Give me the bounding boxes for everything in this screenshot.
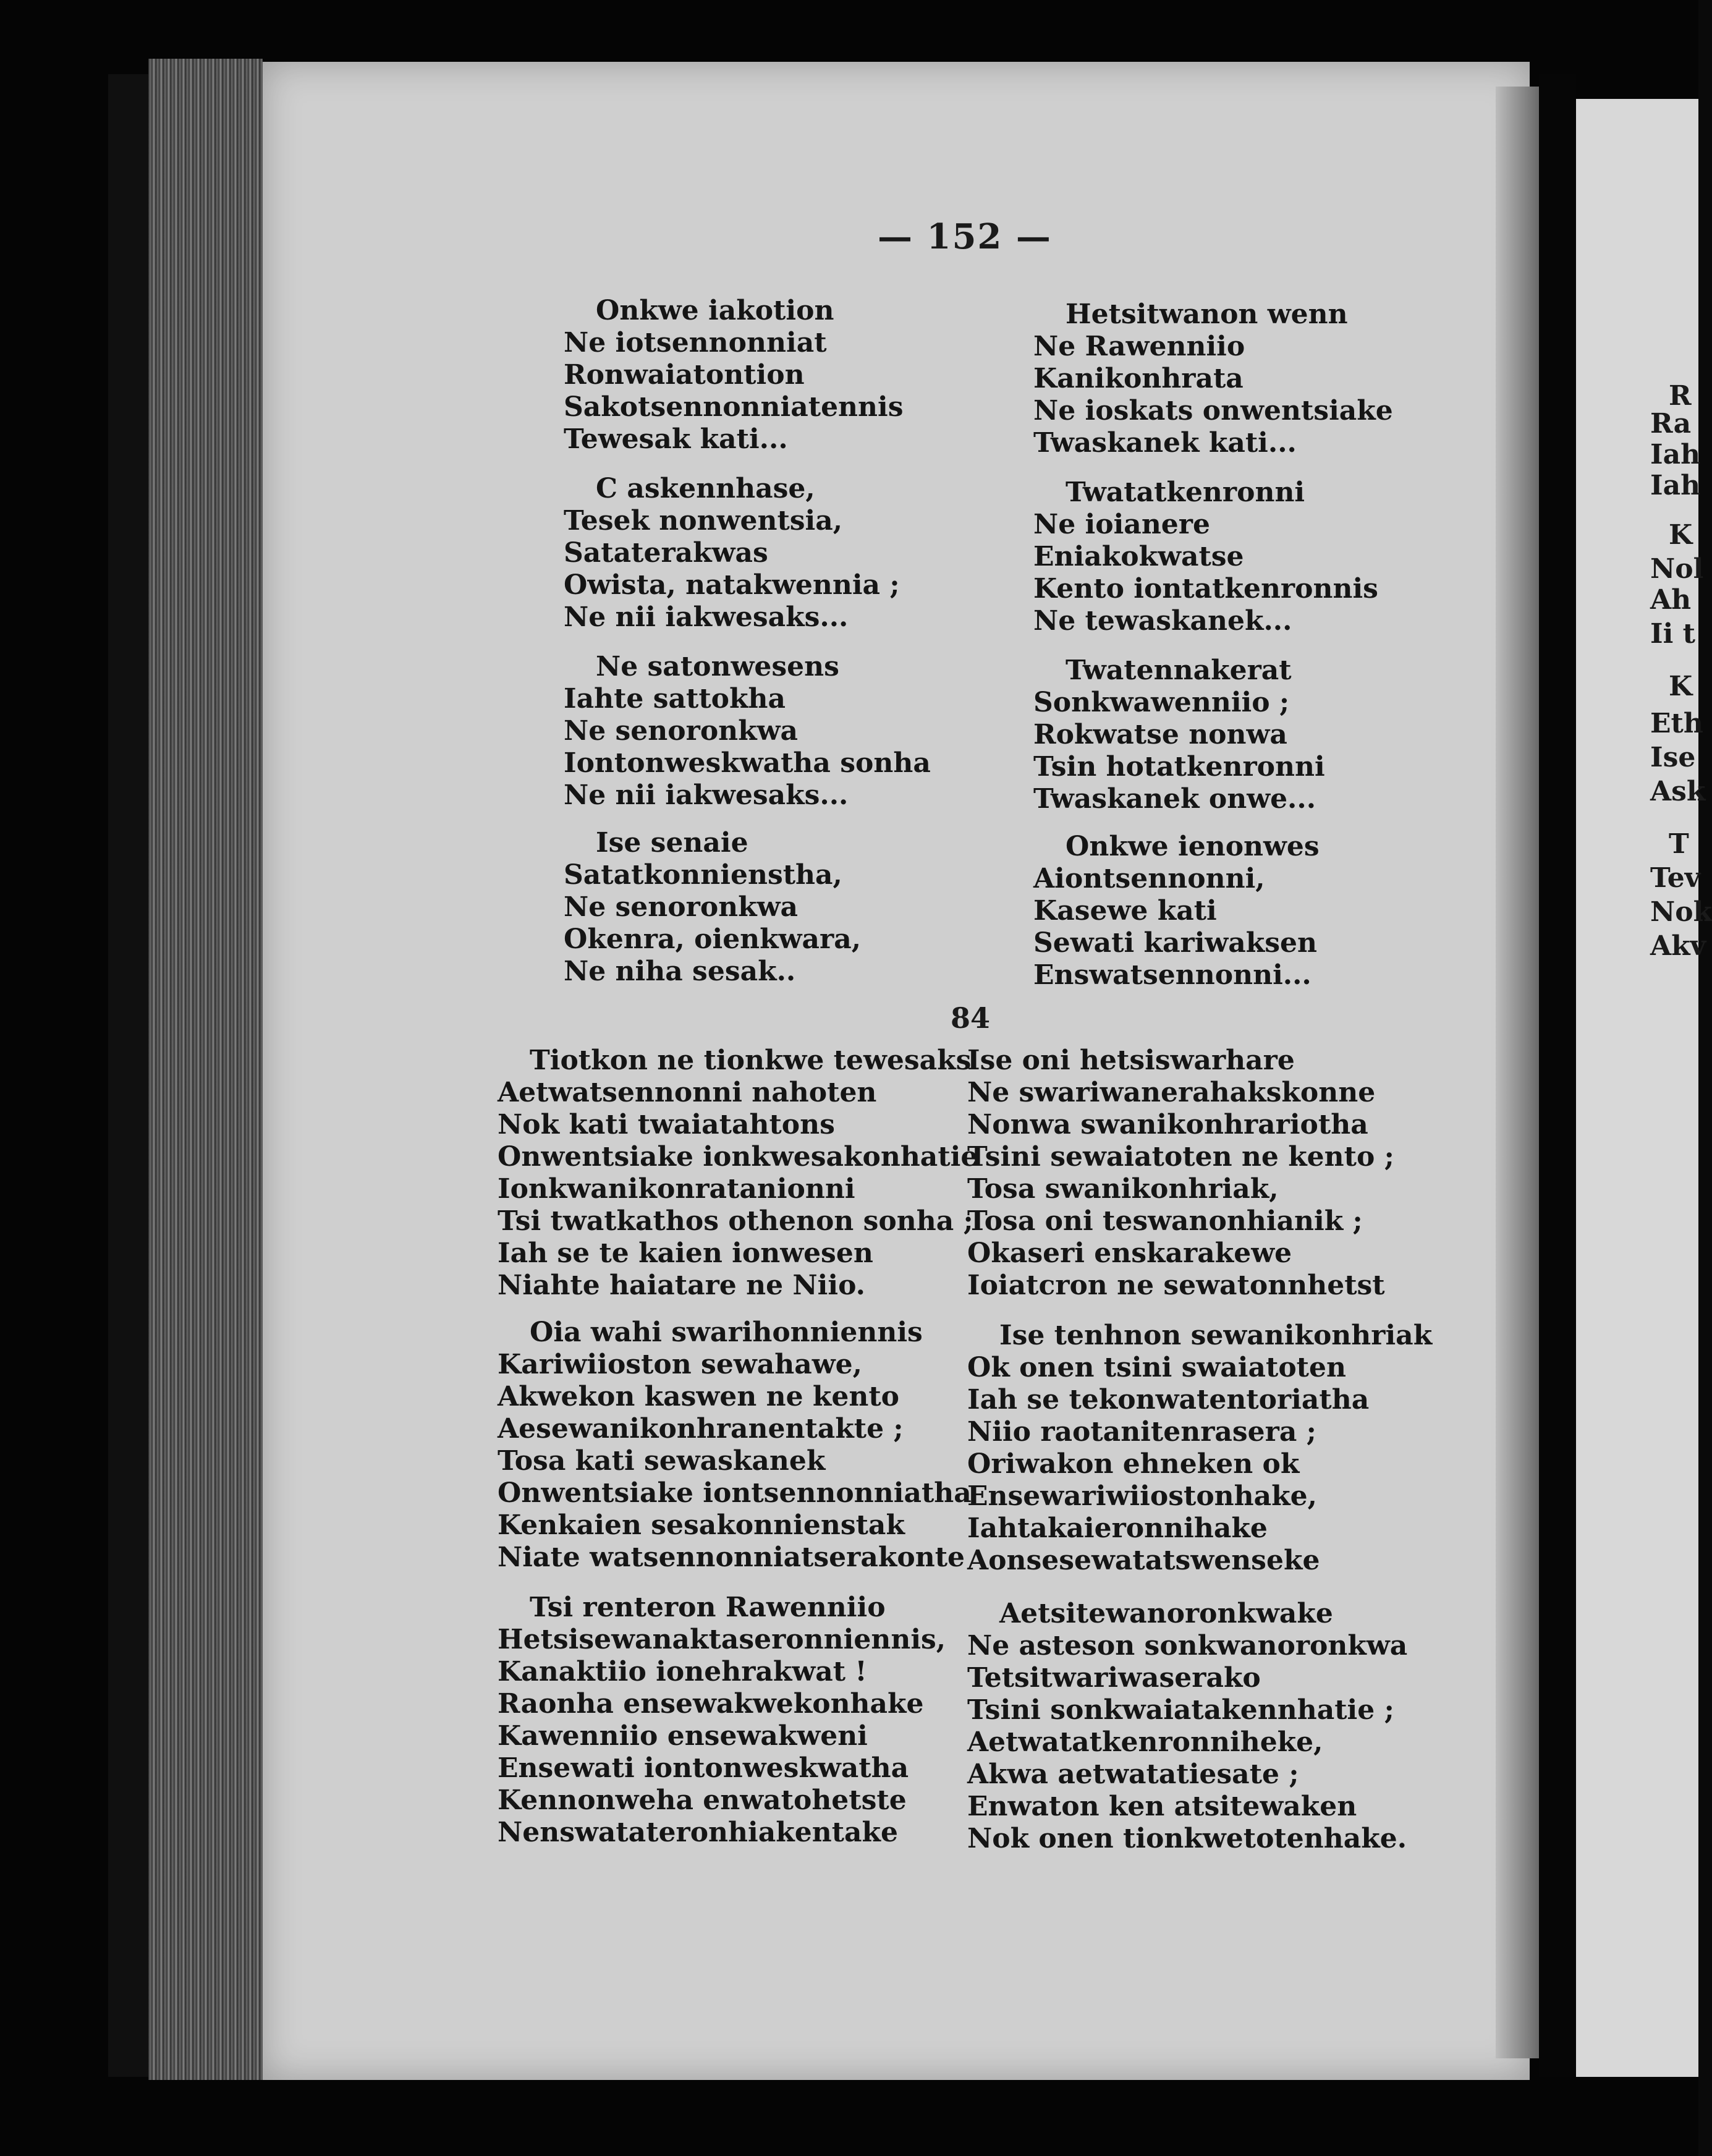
verse-line: Ne Rawenniio: [1033, 331, 1245, 362]
stanza: [498, 1592, 946, 1849]
stanza: [1033, 655, 1325, 815]
verse-line: Kawenniio ensewakweni: [498, 1720, 868, 1752]
verse-line: Onkwe iakotion: [596, 295, 834, 326]
book-gutter: [1539, 74, 1576, 2077]
verse-line: Ronwaiatontion: [564, 359, 805, 391]
verse-line: Tsini sonkwaiatakennhatie ;: [967, 1694, 1394, 1726]
next-page-line: Iah: [1650, 470, 1701, 501]
verse-line: Ok onen tsini swaiatoten: [967, 1352, 1346, 1383]
verse-line: Ne senoronkwa: [564, 715, 799, 747]
verse-line: Enswatsennonni...: [1033, 959, 1312, 991]
next-page-line: Ah: [1650, 584, 1692, 616]
verse-line: Nonwa swanikonhrariotha: [967, 1109, 1368, 1140]
verse-line: Iahte sattokha: [564, 683, 786, 715]
verse-line: Twatennakerat: [1066, 655, 1292, 686]
verse-line: Eniakokwatse: [1033, 541, 1244, 572]
next-page-line: Ra: [1650, 408, 1692, 439]
verse-line: Nok kati twaiatahtons: [498, 1109, 835, 1140]
verse-line: Aiontsennonni,: [1033, 863, 1265, 894]
verse-line: Onwentsiake iontsennonniatha: [498, 1477, 972, 1509]
verse-line: Okaseri enskarakewe: [967, 1237, 1292, 1269]
verse-line: Sakotsennonniatennis: [564, 391, 904, 423]
verse-line: Hetsitwanon wenn: [1066, 299, 1348, 330]
verse-line: Tesek nonwentsia,: [564, 505, 843, 537]
verse-line: Ise oni hetsiswarhare: [967, 1045, 1295, 1076]
verse-line: Ne ioianere: [1033, 509, 1210, 540]
verse-line: Niio raotanitenrasera ;: [967, 1416, 1316, 1448]
next-page-line: K: [1669, 519, 1693, 551]
next-page-line: Nok: [1650, 896, 1712, 928]
verse-line: Kento iontatkenronnis: [1033, 573, 1378, 605]
next-page-line: Ii t: [1650, 618, 1695, 650]
verse-line: Ne niha sesak..: [564, 956, 796, 987]
verse-line: Tosa oni teswanonhianik ;: [967, 1205, 1363, 1237]
verse-line: Onkwe ienonwes: [1066, 831, 1320, 862]
verse-line: Aetwatsennonni nahoten: [498, 1077, 877, 1108]
hymn-number: 84: [951, 1001, 991, 1035]
verse-line: Ioiatcron ne sewatonnhetst: [967, 1270, 1385, 1301]
verse-line: Satatkonnienstha,: [564, 859, 842, 891]
verse-line: Tsin hotatkenronni: [1033, 751, 1325, 783]
stanza: [967, 1598, 1407, 1855]
verse-line: Raonha ensewakwekonhake: [498, 1688, 924, 1720]
verse-line: Niate watsennonniatserakonte: [498, 1542, 965, 1573]
stanza: [564, 473, 900, 634]
verse-line: Twaskanek kati...: [1033, 427, 1297, 459]
verse-line: Twatatkenronni: [1066, 477, 1305, 508]
verse-line: Tosa kati sewaskanek: [498, 1445, 826, 1477]
next-page-line: Iah: [1650, 439, 1701, 470]
verse-line: Ensewariwiiostonhake,: [967, 1480, 1317, 1512]
verse-line: Ne iotsennonniat: [564, 327, 827, 359]
verse-line: Onwentsiake ionkwesakonhatie: [498, 1141, 978, 1173]
verse-line: Kariwiioston sewahawe,: [498, 1349, 862, 1380]
verse-line: Tsi renteron Rawenniio: [530, 1592, 886, 1623]
verse-line: Iah se tekonwatentoriatha: [967, 1384, 1370, 1415]
next-page-line: R: [1669, 380, 1692, 412]
verse-line: Aonsesewatatswenseke: [967, 1545, 1320, 1576]
stanza: [564, 827, 861, 988]
verse-line: Ne swariwanerahakskonne: [967, 1077, 1376, 1108]
verse-line: Kasewe kati: [1033, 895, 1217, 927]
next-page-line: Eth: [1650, 708, 1703, 739]
stanza: [564, 651, 931, 812]
book-binding-shadow: [108, 74, 151, 2077]
verse-line: Aesewanikonhranentakte ;: [498, 1413, 904, 1445]
page-stack-edge: [148, 59, 263, 2080]
verse-line: Kanikonhrata: [1033, 363, 1244, 394]
verse-line: Ise senaie: [596, 827, 748, 859]
verse-line: Hetsisewanaktaseronniennis,: [498, 1624, 946, 1655]
verse-line: Owista, natakwennia ;: [564, 569, 900, 601]
verse-line: Kenkaien sesakonnienstak: [498, 1509, 905, 1541]
verse-line: Nok onen tionkwetotenhake.: [967, 1823, 1407, 1854]
stanza: [564, 295, 904, 456]
verse-line: Iahtakaieronnihake: [967, 1513, 1268, 1544]
stanza: [498, 1317, 972, 1574]
verse-line: Akwa aetwatatiesate ;: [967, 1759, 1299, 1790]
verse-line: Tsi twatkathos othenon sonha ;: [498, 1205, 973, 1237]
next-page-line: Nol: [1650, 553, 1704, 585]
verse-line: Tewesak kati...: [564, 423, 788, 455]
verse-line: Tosa swanikonhriak,: [967, 1173, 1279, 1205]
verse-line: Twaskanek onwe...: [1033, 783, 1316, 815]
next-page-line: T: [1669, 828, 1689, 860]
verse-line: Ne nii iakwesaks...: [564, 601, 849, 633]
verse-line: Aetsitewanoronkwake: [999, 1598, 1333, 1629]
stanza: [1033, 477, 1378, 637]
verse-line: Oia wahi swarihonniennis: [530, 1317, 923, 1348]
verse-line: Ne ioskats onwentsiake: [1033, 395, 1393, 427]
verse-line: Niahte haiatare ne Niio.: [498, 1270, 865, 1301]
verse-line: Ne tewaskanek...: [1033, 605, 1292, 637]
verse-line: Akwekon kaswen ne kento: [498, 1381, 900, 1412]
verse-line: Kanaktiio ionehrakwat !: [498, 1656, 867, 1687]
verse-line: C askennhase,: [596, 473, 815, 504]
stanza: [1033, 299, 1393, 459]
verse-line: Okenra, oienkwara,: [564, 923, 862, 955]
stanza: [1033, 831, 1320, 991]
verse-line: Oriwakon ehneken ok: [967, 1448, 1300, 1480]
next-page-line: K: [1669, 671, 1693, 702]
verse-line: Ne nii iakwesaks...: [564, 779, 849, 811]
verse-line: Ensewati iontonweskwatha: [498, 1752, 909, 1784]
verse-line: Tsini sewaiatoten ne kento ;: [967, 1141, 1394, 1173]
verse-line: Ise tenhnon sewanikonhriak: [999, 1320, 1433, 1351]
verse-line: Sataterakwas: [564, 537, 768, 569]
verse-line: Tiotkon ne tionkwe tewesaks: [530, 1045, 972, 1076]
verse-line: Rokwatse nonwa: [1033, 719, 1287, 750]
next-page-fragment: [1576, 99, 1712, 2077]
verse-line: Aetwatatkenronniheke,: [967, 1726, 1323, 1758]
verse-line: Ne senoronkwa: [564, 891, 799, 923]
verse-line: Sonkwawenniio ;: [1033, 687, 1290, 718]
verse-line: Nenswatateronhiakentake: [498, 1817, 899, 1848]
verse-line: Kennonweha enwatohetste: [498, 1785, 907, 1816]
verse-line: Ne satonwesens: [596, 651, 839, 682]
verse-line: Iah se te kaien ionwesen: [498, 1237, 873, 1269]
verse-line: Ionkwanikonratanionni: [498, 1173, 855, 1205]
page-number: — 152 —: [878, 216, 1052, 257]
verse-line: Enwaton ken atsitewaken: [967, 1791, 1357, 1822]
stanza: [967, 1045, 1394, 1302]
next-page-line: Akv: [1650, 930, 1706, 962]
verse-line: Tetsitwariwaserako: [967, 1662, 1261, 1694]
next-page-line: Ask: [1650, 776, 1706, 807]
verse-line: Iontonweskwatha sonha: [564, 747, 931, 779]
stanza: [498, 1045, 978, 1302]
page-curl-shadow: [1496, 87, 1539, 2058]
verse-line: Ne asteson sonkwanoronkwa: [967, 1630, 1408, 1662]
next-page-line: Tev: [1650, 862, 1701, 894]
stanza: [967, 1320, 1432, 1577]
verse-line: Sewati kariwaksen: [1033, 927, 1318, 959]
next-page-line: Ise: [1650, 742, 1696, 773]
